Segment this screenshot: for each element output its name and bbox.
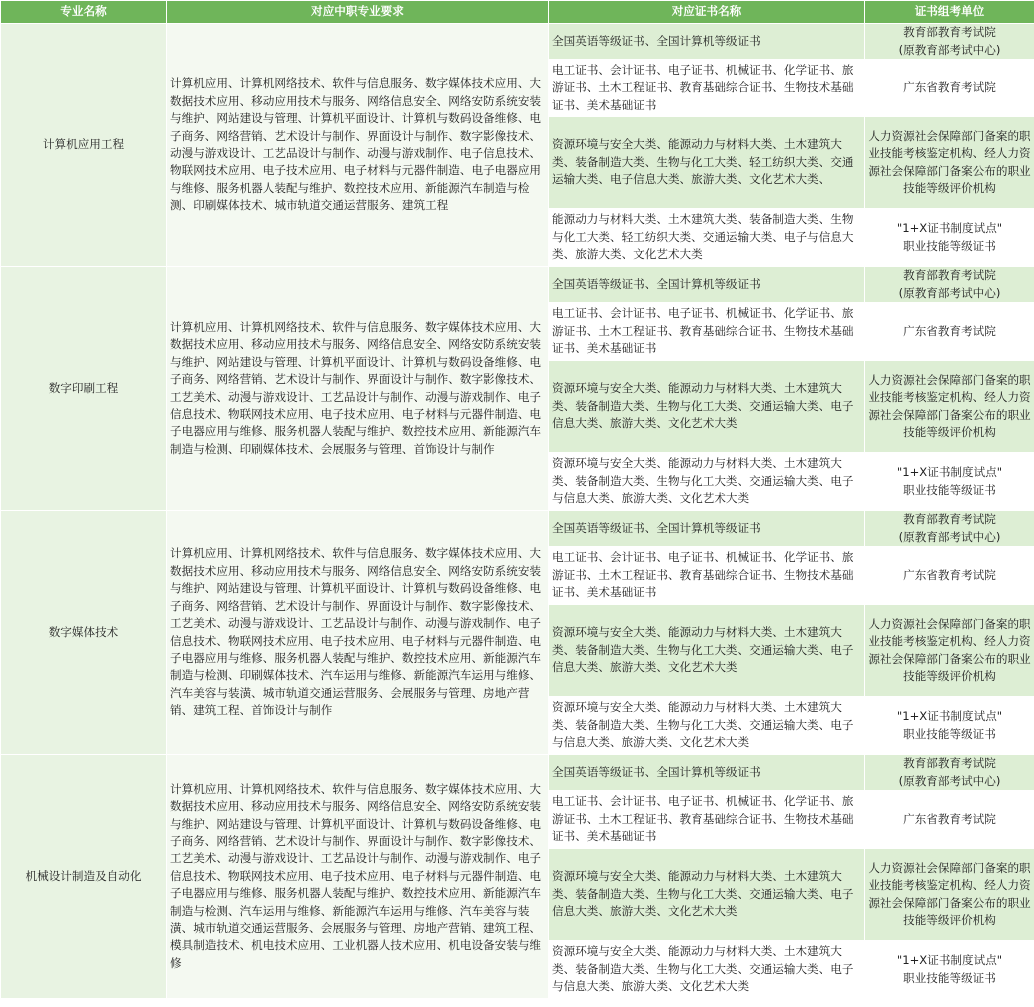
table-row <box>1 511 1034 547</box>
exam-unit-cell: "1+X证书制度试点" 职业技能等级证书 <box>865 453 1034 511</box>
exam-unit-cell: "1+X证书制度试点" 职业技能等级证书 <box>865 941 1034 999</box>
header-exam-unit: 证书组考单位 <box>865 1 1034 24</box>
certificate-cell: 资源环境与安全大类、能源动力与材料大类、土木建筑大类、装备制造大类、生物与化工大类、交通运输大类、电子信息大类、旅游大类、文化艺术大类 <box>549 605 865 697</box>
requirements-cell: 计算机应用、计算机网络技术、软件与信息服务、数字媒体技术应用、大数据技术应用、移动应用技术与服务、网络信息安全、网络安防系统安装与维护、网站建设与管理、计算机平面设计、计算机与数码设备维修、电子商务、网络营销、艺术设计与制作、界面设计与制作、数字影像技术、工艺美术、动漫与游戏设计、工艺品设计与制作、动漫与游戏制作、电子信息技术、物联网技术应用、电子技术应用、电子材料与元器件制造、电子电器应用与维修、服务机器人装配与维护、数控技术应用、新能源汽车制造与检测、印刷媒体技术、汽车运用与维修、新能源汽车运用与维修、汽车美容与装潢、城市轨道交通运营服务、会展服务与管理、房地产营销、建筑工程、首饰设计与制作 <box>167 511 549 755</box>
certificate-cell: 资源环境与安全大类、能源动力与材料大类、土木建筑大类、装备制造大类、生物与化工大类、交通运输大类、电子信息大类、旅游大类、文化艺术大类 <box>549 361 865 453</box>
requirements-cell: 计算机应用、计算机网络技术、软件与信息服务、数字媒体技术应用、大数据技术应用、移动应用技术与服务、网络信息安全、网络安防系统安装与维护、网站建设与管理、计算机平面设计、计算机与数码设备维修、电子商务、网络营销、艺术设计与制作、界面设计与制作、数字影像技术、工艺美术、动漫与游戏设计、工艺品设计与制作、动漫与游戏制作、电子信息技术、物联网技术应用、电子技术应用、电子材料与元器件制造、电子电器应用与维修、服务机器人装配与维护、数控技术应用、新能源汽车制造与检测、印刷媒体技术、会展服务与管理、首饰设计与制作 <box>167 267 549 511</box>
header-requirements: 对应中职专业要求 <box>167 1 549 24</box>
certificate-cell: 电工证书、会计证书、电子证书、机械证书、化学证书、旅游证书、土木工程证书、教育基础综合证书、生物技术基础证书、美术基础证书 <box>549 547 865 605</box>
certificate-cell: 全国英语等级证书、全国计算机等级证书 <box>549 267 865 303</box>
exam-unit-cell: "1+X证书制度试点" 职业技能等级证书 <box>865 697 1034 755</box>
certificate-cell: 电工证书、会计证书、电子证书、机械证书、化学证书、旅游证书、土木工程证书、教育基础综合证书、生物技术基础证书、美术基础证书 <box>549 60 865 117</box>
exam-unit-cell: 广东省教育考试院 <box>865 60 1034 117</box>
major-name: 机械设计制造及自动化 <box>1 755 167 999</box>
exam-unit-cell: 人力资源社会保障部门备案的职业技能考核鉴定机构、经人力资源社会保障部门备案公布的职业技能等级评价机构 <box>865 117 1034 209</box>
exam-unit-cell: 广东省教育考试院 <box>865 303 1034 361</box>
certificate-cell: 资源环境与安全大类、能源动力与材料大类、土木建筑大类、装备制造大类、生物与化工大类、轻工纺织大类、交通运输大类、电子信息大类、旅游大类、文化艺术大类、 <box>549 117 865 209</box>
exam-unit-cell: "1+X证书制度试点" 职业技能等级证书 <box>865 209 1034 267</box>
exam-unit-cell: 教育部教育考试院 (原教育部考试中心) <box>865 755 1034 791</box>
header-major: 专业名称 <box>1 1 167 24</box>
certificate-cell: 能源动力与材料大类、土木建筑大类、装备制造大类、生物与化工大类、轻工纺织大类、交通运输大类、电子与信息大类、旅游大类、文化艺术大类 <box>549 209 865 267</box>
certificate-cell: 资源环境与安全大类、能源动力与材料大类、土木建筑大类、装备制造大类、生物与化工大类、交通运输大类、电子与信息大类、旅游大类、文化艺术大类 <box>549 941 865 999</box>
exam-unit-cell: 人力资源社会保障部门备案的职业技能考核鉴定机构、经人力资源社会保障部门备案公布的职业技能等级评价机构 <box>865 361 1034 453</box>
requirements-cell: 计算机应用、计算机网络技术、软件与信息服务、数字媒体技术应用、大数据技术应用、移动应用技术与服务、网络信息安全、网络安防系统安装与维护、网站建设与管理、计算机平面设计、计算机与数码设备维修、电子商务、网络营销、艺术设计与制作、界面设计与制作、数字影像技术、工艺美术、动漫与游戏设计、工艺品设计与制作、动漫与游戏制作、电子信息技术、物联网技术应用、电子技术应用、电子材料与元器件制造、电子电器应用与维修、服务机器人装配与维护、数控技术应用、新能源汽车制造与检测、汽车运用与维修、新能源汽车运用与维修、汽车美容与装潢、城市轨道交通运营服务、会展服务与管理、房地产营销、建筑工程、模具制造技术、机电技术应用、工业机器人技术应用、机电设备安装与维修 <box>167 755 549 999</box>
exam-unit-cell: 人力资源社会保障部门备案的职业技能考核鉴定机构、经人力资源社会保障部门备案公布的职业技能等级评价机构 <box>865 849 1034 941</box>
certificate-cell: 电工证书、会计证书、电子证书、机械证书、化学证书、旅游证书、土木工程证书、教育基础综合证书、生物技术基础证书、美术基础证书 <box>549 303 865 361</box>
requirements-cell: 计算机应用、计算机网络技术、软件与信息服务、数字媒体技术应用、大数据技术应用、移动应用技术与服务、网络信息安全、网络安防系统安装与维护、网站建设与管理、计算机平面设计、计算机与数码设备维修、电子商务、网络营销、艺术设计与制作、界面设计与制作、数字影像技术、动漫与游戏设计、工艺品设计与制作、动漫与游戏制作、电子信息技术、物联网技术应用、电子技术应用、电子材料与元器件制造、电子电器应用与维修、服务机器人装配与维护、数控技术应用、新能源汽车制造与检测、印刷媒体技术、城市轨道交通运营服务、建筑工程 <box>167 24 549 267</box>
certificate-cell: 全国英语等级证书、全国计算机等级证书 <box>549 755 865 791</box>
table-row <box>1 24 1034 60</box>
exam-unit-cell: 教育部教育考试院 (原教育部考试中心) <box>865 511 1034 547</box>
major-name: 数字印刷工程 <box>1 267 167 511</box>
header-row <box>1 1 1034 24</box>
exam-unit-cell: 教育部教育考试院 (原教育部考试中心) <box>865 24 1034 60</box>
certificate-cell: 全国英语等级证书、全国计算机等级证书 <box>549 511 865 547</box>
exam-unit-cell: 广东省教育考试院 <box>865 791 1034 849</box>
certificate-cell: 电工证书、会计证书、电子证书、机械证书、化学证书、旅游证书、土木工程证书、教育基础综合证书、生物技术基础证书、美术基础证书 <box>549 791 865 849</box>
certificate-cell: 全国英语等级证书、全国计算机等级证书 <box>549 24 865 60</box>
header-certificate: 对应证书名称 <box>549 1 865 24</box>
certificate-cell: 资源环境与安全大类、能源动力与材料大类、土木建筑大类、装备制造大类、生物与化工大类、交通运输大类、电子与信息大类、旅游大类、文化艺术大类 <box>549 453 865 511</box>
major-name: 数字媒体技术 <box>1 511 167 755</box>
major-name: 计算机应用工程 <box>1 24 167 267</box>
exam-unit-cell: 教育部教育考试院 (原教育部考试中心) <box>865 267 1034 303</box>
exam-unit-cell: 广东省教育考试院 <box>865 547 1034 605</box>
exam-unit-cell: 人力资源社会保障部门备案的职业技能考核鉴定机构、经人力资源社会保障部门备案公布的职业技能等级评价机构 <box>865 605 1034 697</box>
table-row <box>1 755 1034 791</box>
certificate-cell: 资源环境与安全大类、能源动力与材料大类、土木建筑大类、装备制造大类、生物与化工大类、交通运输大类、电子与信息大类、旅游大类、文化艺术大类 <box>549 697 865 755</box>
table-row <box>1 267 1034 303</box>
certificate-cell: 资源环境与安全大类、能源动力与材料大类、土木建筑大类、装备制造大类、生物与化工大类、交通运输大类、电子信息大类、旅游大类、文化艺术大类 <box>549 849 865 941</box>
